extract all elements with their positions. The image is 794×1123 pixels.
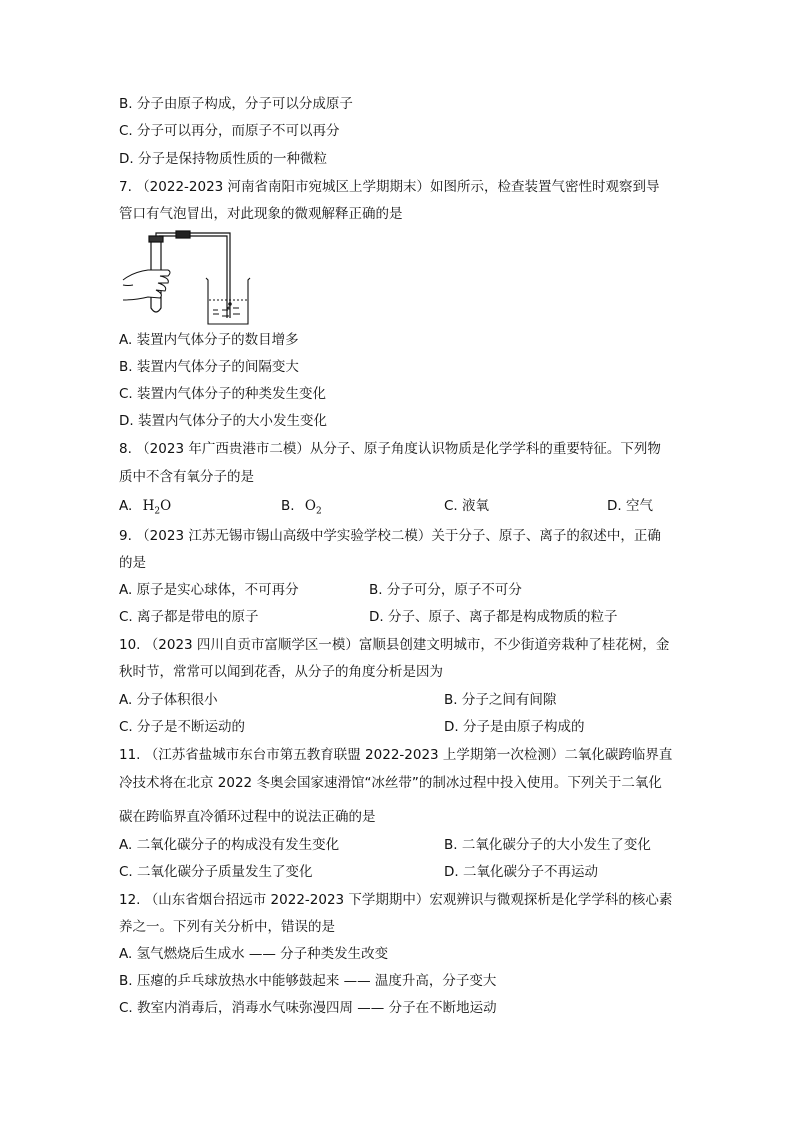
q12-stem-line2: 养之一。下列有关分析中，错误的是 <box>119 919 335 935</box>
q8-stem-line1: 8. （2023 年广西贵港市二模）从分子、原子角度认识物质是化学学科的重要特征。下列物 <box>119 441 661 457</box>
q11-option-a: A. 二氧化碳分子的构成没有发生变化 <box>119 837 340 853</box>
q6-option-d: D. 分子是保持物质性质的一种微粒 <box>119 151 327 167</box>
q8-option-b-label: B. <box>281 498 295 514</box>
q11-option-d: D. 二氧化碳分子不再运动 <box>444 864 598 880</box>
q8-option-b-formula <box>304 498 322 517</box>
q10-option-b: B. 分子之间有间隙 <box>444 692 557 708</box>
q12-stem-line1: 12. （山东省烟台招远市 2022-2023 下学期期中）宏观辨识与微观探析是化学学科的核心素 <box>119 892 673 908</box>
q7-stem-line1: 7. （2022-2023 河南省南阳市宛城区上学期期末）如图所示，检查装置气密性时观察到导 <box>119 179 660 195</box>
q10-option-a: A. 分子体积很小 <box>119 692 218 708</box>
q7-option-d: D. 装置内气体分子的大小发生变化 <box>119 413 327 429</box>
q6-option-b: B. 分子由原子构成，分子可以分成原子 <box>119 96 353 112</box>
formula-sub-2: 2 <box>315 506 322 517</box>
q8-option-a <box>119 496 171 522</box>
beaker <box>206 278 250 324</box>
q10-stem-line2: 秋时节，常常可以闻到花香，从分子的角度分析是因为 <box>119 664 443 680</box>
q8-option-c: C. 液氧 <box>444 498 490 514</box>
q12-option-c: C. 教室内消毒后，消毒水气味弥漫四周 —— 分子在不断地运动 <box>119 1000 497 1016</box>
q11-option-b: B. 二氧化碳分子的大小发生了变化 <box>444 837 651 853</box>
q8-option-a-formula <box>142 498 172 517</box>
q10-option-d: D. 分子是由原子构成的 <box>444 719 585 735</box>
q9-option-b: B. 分子可分，原子不可分 <box>369 582 522 598</box>
q11-stem-line1: 11. （江苏省盐城市东台市第五教育联盟 2022-2023 上学期第一次检测）二氧化碳跨临界直 <box>119 747 673 763</box>
q8-option-d: D. 空气 <box>607 498 653 514</box>
q8-option-b <box>281 496 322 522</box>
q7-option-a: A. 装置内气体分子的数目增多 <box>119 332 299 348</box>
q11-option-c: C. 二氧化碳分子质量发生了变化 <box>119 864 313 880</box>
q7-option-b: B. 装置内气体分子的间隔变大 <box>119 359 299 375</box>
q11-stem-line2: 冷技术将在北京 2022 冬奥会国家速滑馆“冰丝带”的制冰过程中投入使用。下列关于二氧化 <box>119 775 662 791</box>
airtightness-apparatus-figure <box>118 230 258 325</box>
formula-h: H <box>142 498 155 514</box>
q11-stem-line3: 碳在跨临界直冷循环过程中的说法正确的是 <box>119 809 376 825</box>
q9-stem-line2: 的是 <box>119 555 146 571</box>
q8-option-a-label: A. <box>119 498 133 514</box>
formula-sub-2: 2 <box>154 506 161 517</box>
q7-option-c: C. 装置内气体分子的种类发生变化 <box>119 386 327 402</box>
q6-option-c: C. 分子可以再分，而原子不可以再分 <box>119 123 340 139</box>
q10-stem-line1: 10. （2023 四川自贡市富顺学区一模）富顺县创建文明城市，不少街道旁栽种了桂花树，金 <box>119 637 670 653</box>
q9-option-d: D. 分子、原子、离子都是构成物质的粒子 <box>369 609 618 625</box>
formula-o: O <box>304 498 316 514</box>
q12-option-b: B. 压瘪的乒乓球放热水中能够鼓起来 —— 温度升高，分子变大 <box>119 973 497 989</box>
q9-option-c: C. 离子都是带电的原子 <box>119 609 259 625</box>
q9-option-a: A. 原子是实心球体，不可再分 <box>119 582 299 598</box>
q12-option-a: A. 氢气燃烧后生成水 —— 分子种类发生改变 <box>119 946 389 962</box>
q7-stem-line2: 管口有气泡冒出，对此现象的微观解释正确的是 <box>119 206 403 222</box>
hand-drawing <box>123 270 170 300</box>
q10-option-c: C. 分子是不断运动的 <box>119 719 246 735</box>
q8-stem-line2: 质中不含有氧分子的是 <box>119 469 254 485</box>
formula-o: O <box>160 498 172 514</box>
q9-stem-line1: 9. （2023 江苏无锡市锡山高级中学实验学校二模）关于分子、原子、离子的叙述中，正确 <box>119 528 661 544</box>
